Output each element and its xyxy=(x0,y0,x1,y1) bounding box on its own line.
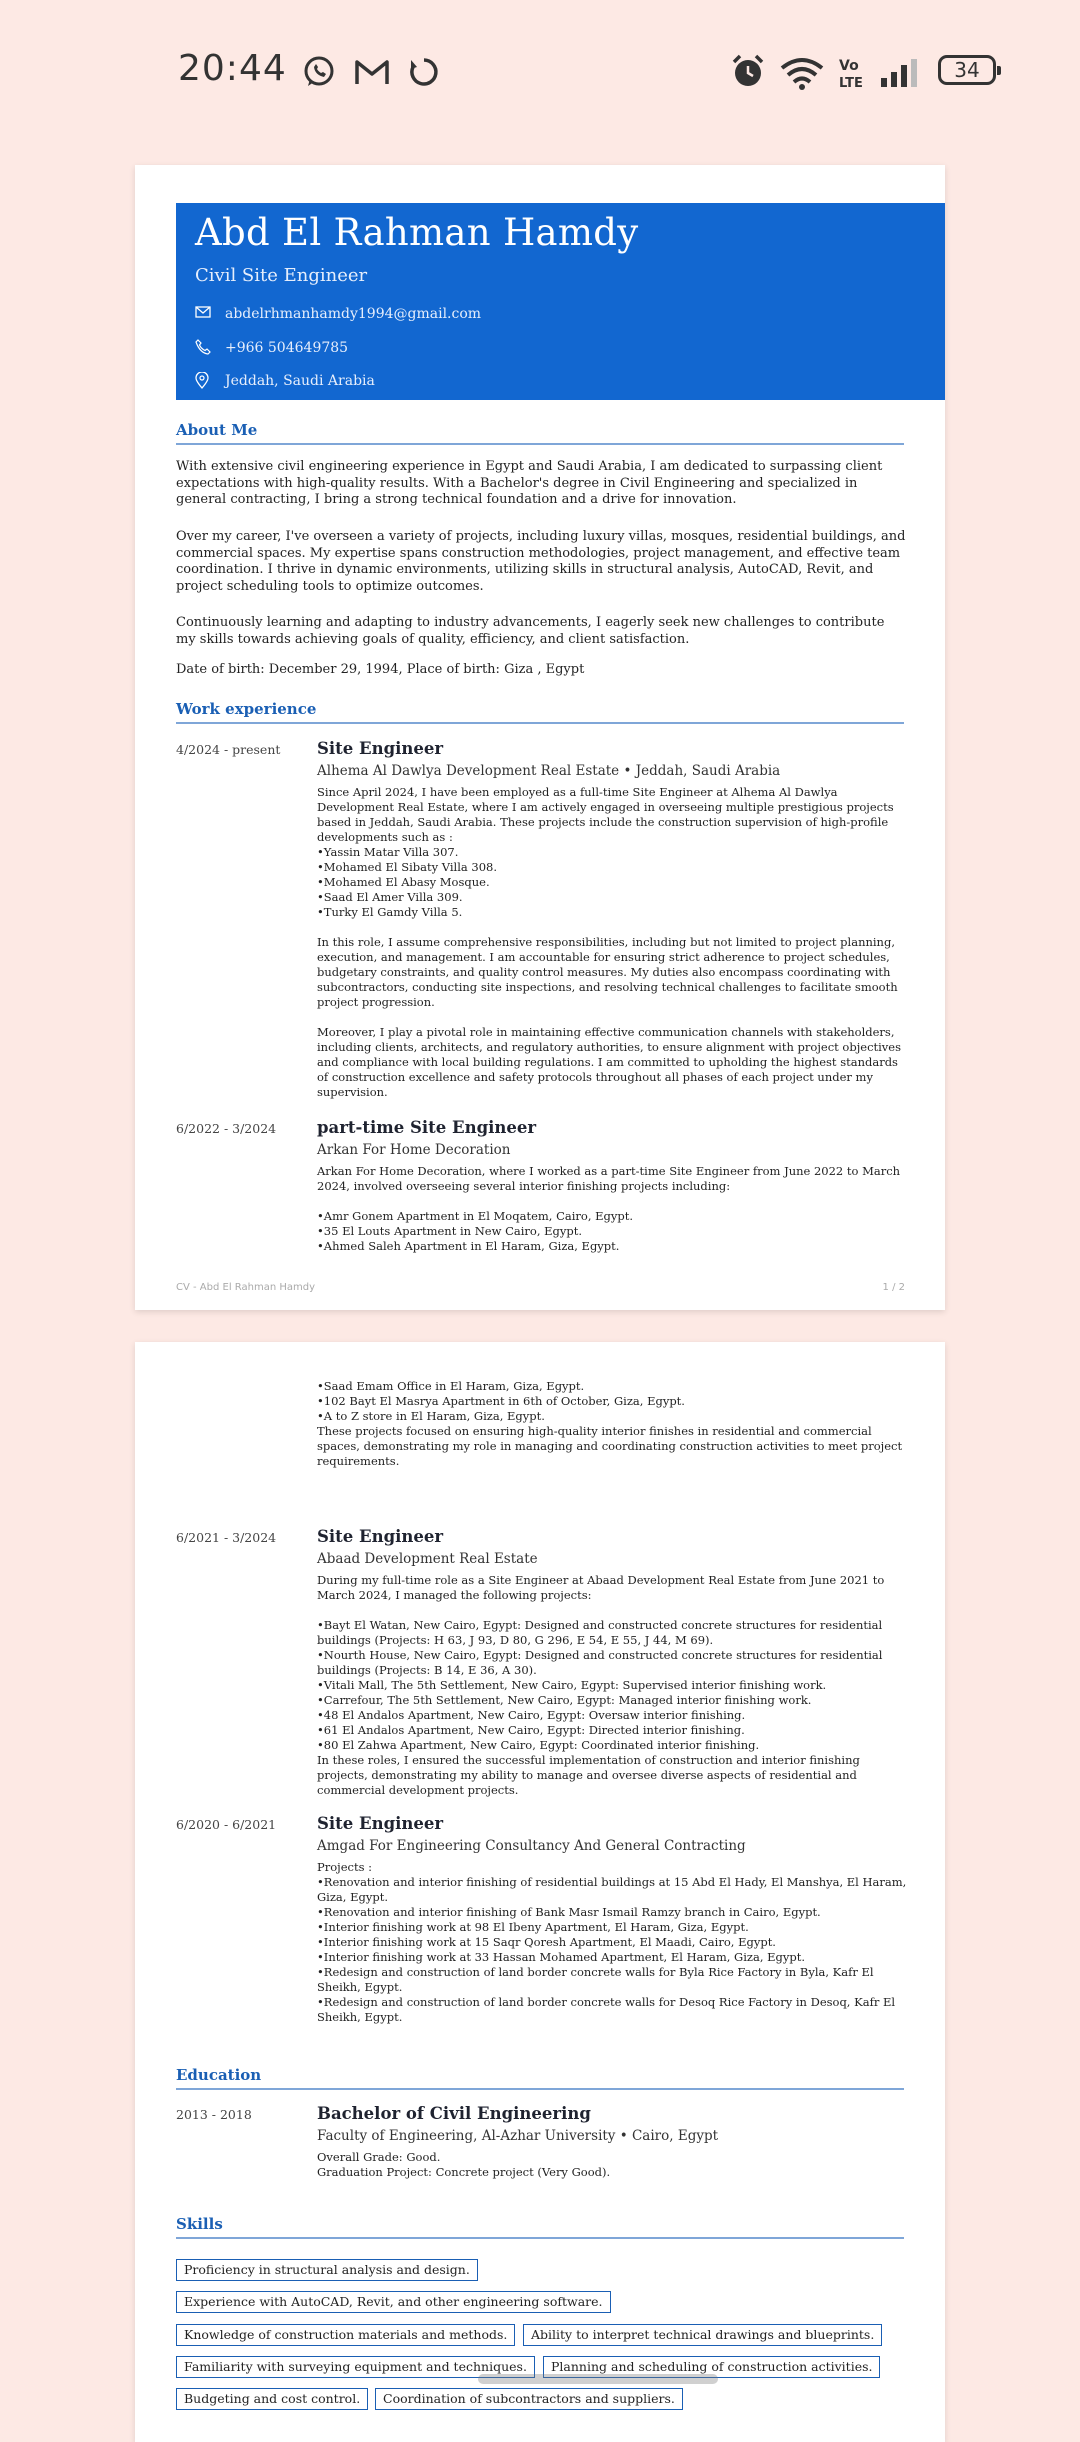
mail-icon xyxy=(195,305,211,319)
education-degree: Bachelor of Civil Engineering xyxy=(317,2104,591,2123)
about-dob: Date of birth: December 29, 1994, Place of birth: Giza , Egypt xyxy=(176,662,585,677)
svg-text:LTE: LTE xyxy=(839,76,863,90)
phone-icon xyxy=(195,339,211,355)
skill-tag: Experience with AutoCAD, Revit, and other engineering software. xyxy=(176,2291,611,2313)
skill-tag: Familiarity with surveying equipment and techniques. xyxy=(176,2356,535,2378)
cv-page-2 xyxy=(135,1342,945,2442)
skill-tag: Planning and scheduling of construction activities. xyxy=(543,2356,880,2378)
page-footer-title: CV - Abd El Rahman Hamdy xyxy=(176,1282,316,1293)
full-name: Abd El Rahman Hamdy xyxy=(195,211,639,254)
job-title: Site Engineer xyxy=(317,1814,444,1833)
skill-tag: Knowledge of construction materials and methods. xyxy=(176,2324,515,2346)
section-work: Work experience xyxy=(176,700,904,724)
job-description: Since April 2024, I have been employed as a full-time Site Engineer at Alhema Al Dawlya Development Real Estate, where I am actively engaged in overseeing multiple prestigious projects based in Jeddah, Saudi Arabia. These projects include the construction supervision of high-profile developments such as : •Yassin Matar Villa 307. •Mohamed El Sibaty Villa 308. •Mohamed El Abasy Mosque. •Saad El Amer Villa 309. •Turky El Gamdy Villa 5. In this role, I assume comprehensive responsibilities, including but not limited to project planning, execution, and management. I am accountable for ensuring strict adherence to project schedules, budgetary constraints, and quality control measures. My duties also encompass coordinating with subcontractors, conducting site inspections, and resolving technical challenges to facilitate smooth project progression. Moreover, I play a pivotal role in maintaining effective communication channels with stakeholders, including clients, architects, and regulatory authorities, to ensure alignment with project objectives and compliance with local building regulations. I am committed to upholding the highest standards of construction excellence and safety protocols throughout all phases of each project under my supervision. xyxy=(317,785,902,1099)
job-description: Projects : •Renovation and interior finishing of residential buildings at 15 Abd El Hady, El Manshya, El Haram, Giza, Egypt. •Renovation and interior finishing of Bank Masr Ismail Ramzy branch in Cairo, Egypt. •Interior finishing work at 98 El Ibeny Apartment, El Haram, Giza, Egypt. •Interior finishing work at 15 Saqr Qoresh Apartment, El Maadi, Cairo, Egypt. •Interior finishing work at 33 Hassan Mohamed Apartment, El Haram, Giza, Egypt. •Redesign and construction of land border concrete walls for Byla Rice Factory in Byla, Kafr El Sheikh, Egypt. •Redesign and construction of land border concrete walls for Desoq Rice Factory in Desoq, Kafr El Sheikh, Egypt. xyxy=(317,1860,907,2024)
job-description: During my full-time role as a Site Engineer at Abaad Development Real Estate from June 2021 to March 2024, I managed the following projects: •Bayt El Watan, New Cairo, Egypt: Designed and constructed concrete structures for residential buildings (Projects: H 63, J 93, D 80, G 296, E 54, E 55, J 44, M 69). •Nourth House, New Cairo, Egypt: Designed and constructed concrete structures for residential buildings (Projects: B 14, E 36, A 30). •Vitali Mall, The 5th Settlement, New Cairo, Egypt: Supervised interior finishing work. •Carrefour, The 5th Settlement, New Cairo, Egypt: Managed interior finishing work. •48 El Andalos Apartment, New Cairo, Egypt: Oversaw interior finishing. •61 El Andalos Apartment, New Cairo, Egypt: Directed interior finishing. •80 El Zahwa Apartment, New Cairo, Egypt: Coordinated interior finishing. In these roles, I ensured the successful implementation of construction and interior finishing projects, demonstrating my ability to manage and oversee diverse aspects of residential and commercial development projects. xyxy=(317,1573,885,1797)
volte-icon xyxy=(838,56,866,90)
education-description: Overall Grade: Good. Graduation Project: Concrete project (Very Good). xyxy=(317,2150,611,2179)
signal-icon xyxy=(880,58,920,88)
job-title: Site Engineer xyxy=(317,739,444,758)
page-number: 1 / 2 xyxy=(882,1282,905,1293)
section-about: About Me xyxy=(176,421,904,445)
skill-tag: Budgeting and cost control. xyxy=(176,2388,368,2410)
about-paragraph-3: Continuously learning and adapting to industry advancements, I eagerly seek new challenges to contribute my skills towards achieving goals of quality, efficiency, and client satisfaction. xyxy=(176,615,885,647)
job-date: 6/2022 - 3/2024 xyxy=(176,1121,277,1136)
about-paragraph-2: Over my career, I've overseen a variety of projects, including luxury villas, mosques, residential buildings, and commercial spaces. My expertise spans construction methodologies, project management, and effective team coordination. I thrive in dynamic environments, utilizing skills in structural analysis, AutoCAD, Revit, and project scheduling tools to optimize outcomes. xyxy=(176,529,906,594)
skill-tag: Coordination of subcontractors and suppliers. xyxy=(375,2388,683,2410)
section-education: Education xyxy=(176,2066,904,2090)
job-role: Civil Site Engineer xyxy=(195,265,368,286)
education-date: 2013 - 2018 xyxy=(176,2107,252,2122)
job-company: Abaad Development Real Estate xyxy=(317,1551,538,1567)
gmail-icon xyxy=(354,58,390,86)
job-company: Amgad For Engineering Consultancy And General Contracting xyxy=(317,1838,746,1854)
skill-tag: Proficiency in structural analysis and design. xyxy=(176,2259,478,2281)
gesture-nav-handle[interactable] xyxy=(478,2374,718,2384)
job-date: 6/2021 - 3/2024 xyxy=(176,1530,277,1545)
about-paragraph-1: With extensive civil engineering experience in Egypt and Saudi Arabia, I am dedicated to surpassing client expectations with high-quality results. With a Bachelor's degree in Civil Engineering and specialized in general contracting, I bring a strong technical foundation and a drive for innovation. xyxy=(176,459,883,507)
svg-text:Vo: Vo xyxy=(839,58,859,74)
education-school: Faculty of Engineering, Al-Azhar University • Cairo, Egypt xyxy=(317,2128,719,2144)
alarm-icon xyxy=(730,53,766,89)
whatsapp-icon xyxy=(302,55,336,89)
wifi-icon xyxy=(780,56,824,90)
location-pin-icon xyxy=(195,372,209,389)
job-company: Arkan For Home Decoration xyxy=(317,1142,511,1158)
status-time: 20:44 xyxy=(178,48,287,89)
job-title: Site Engineer xyxy=(317,1527,444,1546)
job-title: part-time Site Engineer xyxy=(317,1118,537,1137)
sync-icon xyxy=(408,56,440,88)
job-description-continued: •Saad Emam Office in El Haram, Giza, Egypt. •102 Bayt El Masrya Apartment in 6th of October, Giza, Egypt. •A to Z store in El Haram, Giza, Egypt. These projects focused on ensuring high-quality interior finishes in residential and commercial spaces, demonstrating my role in managing and coordinating construction activities to meet project requirements. xyxy=(317,1379,903,1468)
job-company: Alhema Al Dawlya Development Real Estate • Jeddah, Saudi Arabia xyxy=(317,763,781,779)
cv-page-1 xyxy=(135,165,945,1310)
cv-header: Abd El Rahman Hamdy Civil Site Engineer abdelrhmanhamdy1994@gmail.com +966 504649785 Jeddah, Saudi Arabia xyxy=(176,203,945,400)
job-date: 4/2024 - present xyxy=(176,742,281,757)
section-skills: Skills xyxy=(176,2215,904,2239)
status-bar xyxy=(0,0,1080,145)
job-description: Arkan For Home Decoration, where I worked as a part-time Site Engineer from June 2022 to March 2024, involved overseeing several interior finishing projects including: •Amr Gonem Apartment in El Moqatem, Cairo, Egypt. •35 El Louts Apartment in New Cairo, Egypt. •Ahmed Saleh Apartment in El Haram, Giza, Egypt. xyxy=(317,1164,901,1253)
skill-tag: Ability to interpret technical drawings and blueprints. xyxy=(523,2324,882,2346)
job-date: 6/2020 - 6/2021 xyxy=(176,1817,277,1832)
battery-indicator: 34 xyxy=(938,55,996,85)
